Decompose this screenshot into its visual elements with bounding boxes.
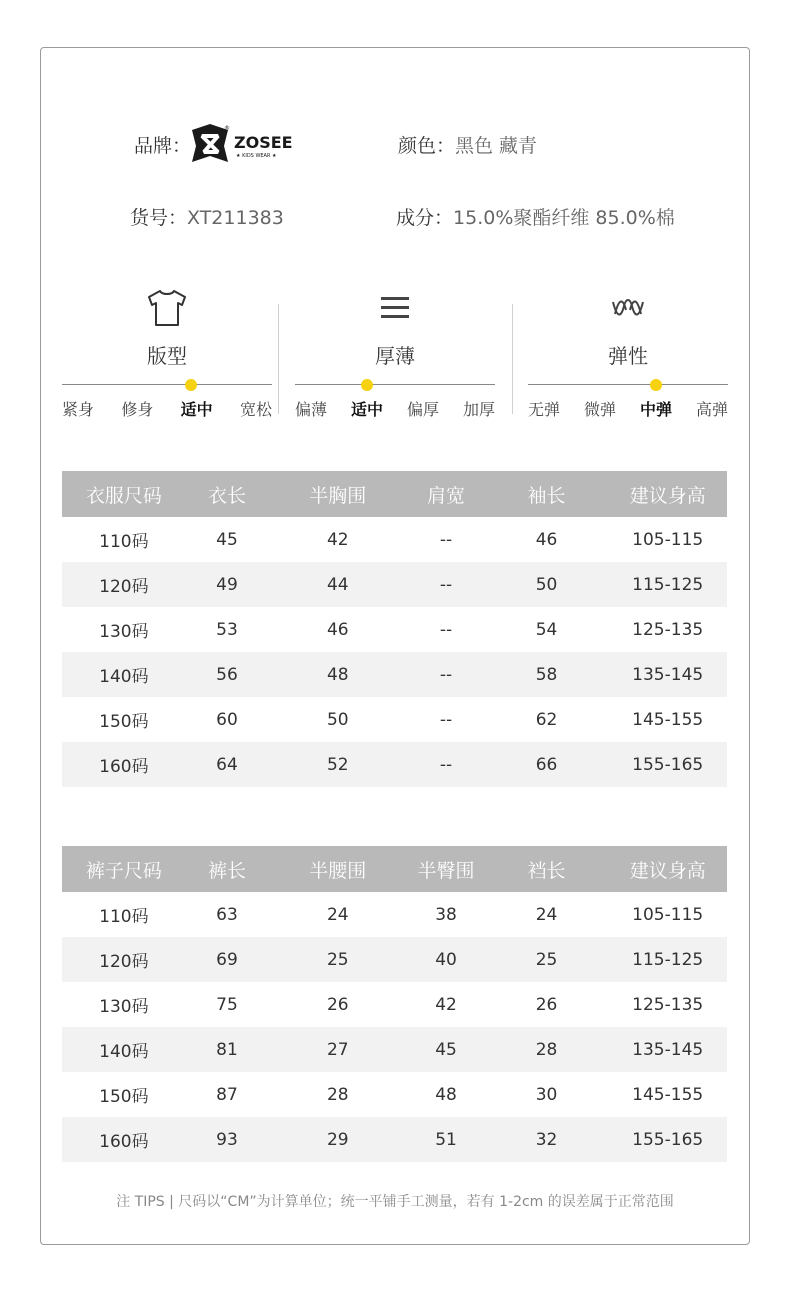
attr-title: 厚薄 xyxy=(375,344,415,368)
logo-subtext: ★ KIDS WEAR ★ xyxy=(236,153,277,159)
table-cell: -- xyxy=(439,529,453,550)
table-cell: 54 xyxy=(535,619,558,640)
table-cell: 105-115 xyxy=(632,904,704,925)
table-cell: 110码 xyxy=(99,907,149,927)
table-row xyxy=(62,607,727,652)
column-header: 建议身高 xyxy=(608,471,727,517)
table-cell: 125-135 xyxy=(632,994,704,1015)
table-cell: 32 xyxy=(485,1117,609,1162)
column-header: 半腰围 xyxy=(268,846,407,892)
table-row xyxy=(62,982,727,1027)
pants-size-table xyxy=(62,846,727,1162)
table-cell: 48 xyxy=(435,1084,457,1105)
table-cell: 28 xyxy=(485,1027,609,1072)
table-row xyxy=(62,937,727,982)
table-cell: 140码 xyxy=(62,1027,186,1072)
scale-line xyxy=(528,384,728,385)
table-cell: 69 xyxy=(186,937,268,982)
table-cell: 50 xyxy=(326,709,349,730)
option: 偏厚 xyxy=(406,400,439,419)
table-cell: 44 xyxy=(268,562,407,607)
column-header: 袖长 xyxy=(485,471,609,517)
table-cell: 125-135 xyxy=(632,619,704,640)
table-cell: 160码 xyxy=(62,742,186,787)
brand-row xyxy=(134,131,191,158)
thickness-icon xyxy=(295,286,495,330)
table-row xyxy=(62,1072,727,1117)
attr-fit xyxy=(62,286,272,421)
table-cell: 130码 xyxy=(99,622,149,642)
table-cell: 135-145 xyxy=(608,1027,727,1072)
table-cell: 27 xyxy=(268,1027,407,1072)
table-row xyxy=(62,1117,727,1162)
color-value: 黑色 藏青 xyxy=(455,135,538,157)
table-cell: 62 xyxy=(535,709,558,730)
tips-note: 注 TIPS | 尺码以“CM”为计算单位；统一平铺手工测量，若有 1-2cm 的误差属于正常范围 xyxy=(116,1194,674,1210)
table-cell: 46 xyxy=(326,619,349,640)
scale-indicator xyxy=(361,379,373,391)
table-cell: 110码 xyxy=(99,532,149,552)
table-cell: 40 xyxy=(407,937,484,982)
brand-label: 品牌： xyxy=(134,135,192,157)
table-cell: -- xyxy=(407,652,484,697)
table-cell: 51 xyxy=(407,1117,484,1162)
table-cell: 24 xyxy=(326,904,349,925)
item-no-value: XT211383 xyxy=(187,207,284,229)
table-cell: 130码 xyxy=(99,997,149,1017)
table-cell: 45 xyxy=(216,529,238,550)
brand-logo xyxy=(190,124,300,164)
attr-thickness xyxy=(295,286,495,421)
column-header: 裤长 xyxy=(186,846,268,892)
option: 宽松 xyxy=(239,400,272,419)
column-header: 半臀围 xyxy=(407,846,484,892)
table-cell: -- xyxy=(407,562,484,607)
table-cell: 28 xyxy=(326,1084,349,1105)
table-cell: 155-165 xyxy=(608,1117,727,1162)
tshirt-icon xyxy=(62,286,272,330)
divider xyxy=(278,304,279,414)
table-cell: 46 xyxy=(535,529,558,550)
table-cell: 150码 xyxy=(99,712,149,732)
table-cell: 115-125 xyxy=(608,937,727,982)
table-cell: 105-115 xyxy=(632,529,704,550)
table-cell: 63 xyxy=(216,904,238,925)
table-cell: 30 xyxy=(535,1084,558,1105)
table-row xyxy=(62,742,727,787)
table-cell: -- xyxy=(407,742,484,787)
table-cell: 87 xyxy=(216,1084,238,1105)
scale-line xyxy=(62,384,272,385)
attr-title: 弹性 xyxy=(608,344,648,368)
option-selected: 适中 xyxy=(180,400,213,419)
option: 修身 xyxy=(121,400,154,419)
column-header: 裆长 xyxy=(485,846,609,892)
divider xyxy=(512,304,513,414)
table-cell: 53 xyxy=(216,619,238,640)
logo-text: ZOSEE xyxy=(234,133,293,152)
table-header-row xyxy=(62,471,727,517)
table-cell: 120码 xyxy=(62,937,186,982)
registered-mark: ® xyxy=(224,125,230,132)
material-value: 15.0%聚酯纤维 85.0%棉 xyxy=(453,207,675,229)
table-row xyxy=(62,892,727,937)
table-header-row xyxy=(62,846,727,892)
table-cell: 26 xyxy=(326,994,349,1015)
table-cell: 25 xyxy=(268,937,407,982)
option-selected: 中弹 xyxy=(639,400,672,419)
table-cell: 120码 xyxy=(62,562,186,607)
tops-size-table xyxy=(62,471,727,787)
table-cell: 42 xyxy=(435,994,457,1015)
table-cell: 38 xyxy=(435,904,457,925)
material-label: 成分： xyxy=(396,207,454,229)
table-cell: 81 xyxy=(186,1027,268,1072)
attr-title: 版型 xyxy=(147,344,187,368)
table-row xyxy=(62,652,727,697)
column-header: 肩宽 xyxy=(407,471,484,517)
scale-indicator xyxy=(185,379,197,391)
table-cell: 155-165 xyxy=(608,742,727,787)
material-row xyxy=(396,203,675,230)
table-cell: 150码 xyxy=(99,1087,149,1107)
option: 紧身 xyxy=(62,400,95,419)
table-cell: 115-125 xyxy=(608,562,727,607)
attr-options xyxy=(62,397,272,420)
table-cell: 48 xyxy=(268,652,407,697)
table-cell: 49 xyxy=(186,562,268,607)
table-cell: 93 xyxy=(186,1117,268,1162)
table-cell: -- xyxy=(439,619,453,640)
table-cell: 24 xyxy=(535,904,558,925)
column-header: 建议身高 xyxy=(608,846,727,892)
column-header: 衣服尺码 xyxy=(62,471,186,517)
color-row xyxy=(398,131,537,158)
option: 高弹 xyxy=(695,400,728,419)
column-header: 裤子尺码 xyxy=(62,846,186,892)
table-row xyxy=(62,1027,727,1072)
column-header: 半胸围 xyxy=(268,471,407,517)
scale-indicator xyxy=(650,379,662,391)
table-row xyxy=(62,517,727,562)
attr-options xyxy=(295,397,495,420)
option: 无弹 xyxy=(528,400,561,419)
table-cell: 42 xyxy=(326,529,349,550)
table-cell: 25 xyxy=(485,937,609,982)
table-row xyxy=(62,562,727,607)
table-cell: 145-155 xyxy=(632,709,704,730)
attr-options xyxy=(528,397,728,420)
option: 加厚 xyxy=(462,400,495,419)
option-selected: 适中 xyxy=(350,400,383,419)
table-cell: 52 xyxy=(268,742,407,787)
table-cell: 56 xyxy=(186,652,268,697)
attr-elasticity xyxy=(528,286,728,421)
table-cell: 50 xyxy=(485,562,609,607)
table-cell: 26 xyxy=(535,994,558,1015)
table-cell: 66 xyxy=(485,742,609,787)
table-cell: 58 xyxy=(485,652,609,697)
table-cell: 60 xyxy=(216,709,238,730)
table-cell: 29 xyxy=(268,1117,407,1162)
option: 偏薄 xyxy=(295,400,328,419)
table-cell: 160码 xyxy=(62,1117,186,1162)
item-no-row xyxy=(130,203,284,230)
column-header: 衣长 xyxy=(186,471,268,517)
table-cell: 64 xyxy=(186,742,268,787)
option: 微弹 xyxy=(583,400,616,419)
color-label: 颜色： xyxy=(398,135,456,157)
scale-line xyxy=(295,384,495,385)
item-no-label: 货号： xyxy=(130,207,188,229)
table-cell: -- xyxy=(439,709,453,730)
table-row xyxy=(62,697,727,742)
elastic-icon xyxy=(528,286,728,330)
table-cell: 135-145 xyxy=(608,652,727,697)
table-cell: 45 xyxy=(407,1027,484,1072)
table-cell: 145-155 xyxy=(632,1084,704,1105)
table-cell: 75 xyxy=(216,994,238,1015)
table-cell: 140码 xyxy=(62,652,186,697)
